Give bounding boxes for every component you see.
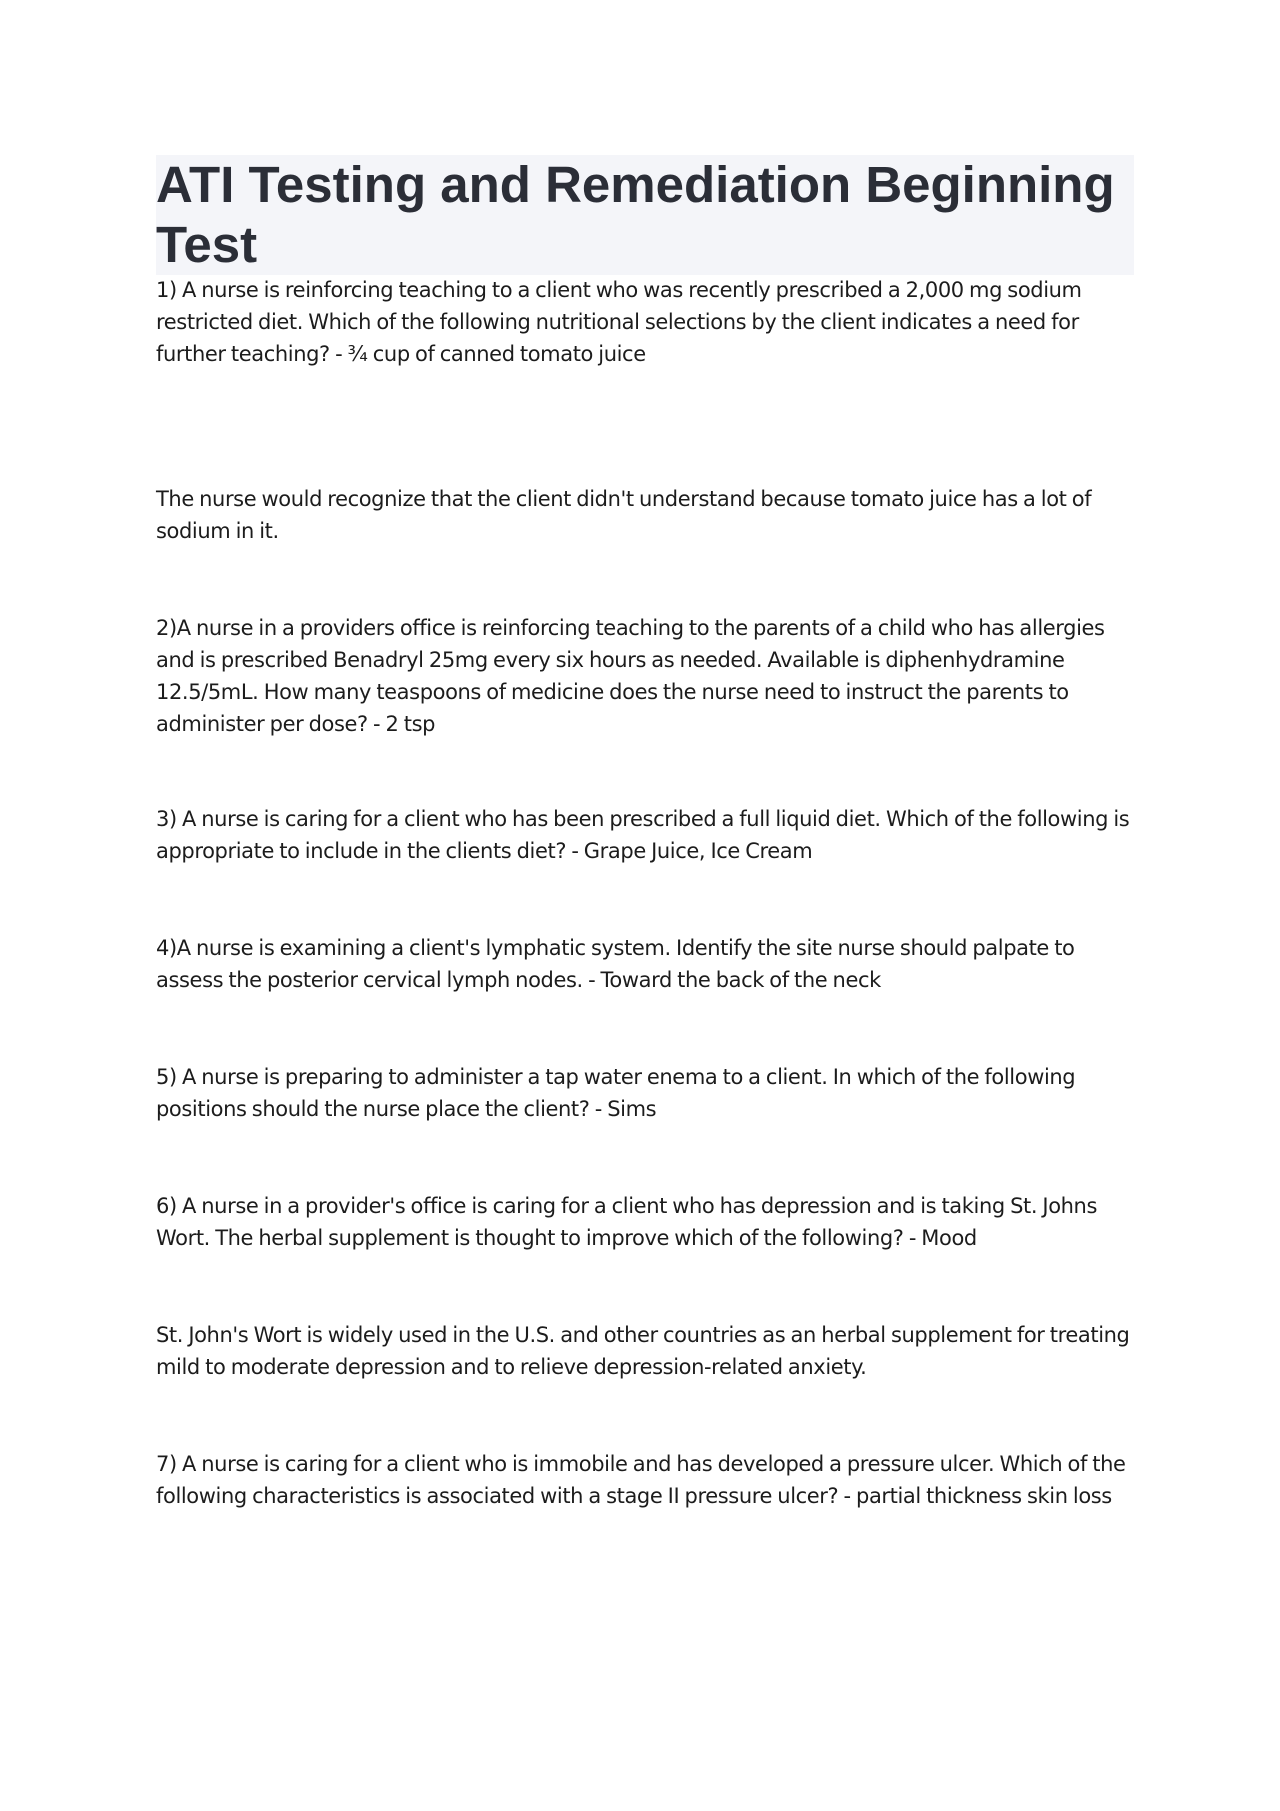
paragraph-question-1: 1) A nurse is reinforcing teaching to a client who was recently prescribed a 2,000 mg sodium restricted diet. Which of the following nutritional selections by the client indicates a need for further teaching? - ¾ cup of canned tomato juice — [156, 278, 1082, 366]
paragraph-explanation-1: The nurse would recognize that the client didn't understand because tomato juice has a lot of sodium in it. — [156, 487, 1092, 543]
paragraph-question-2: 2)A nurse in a providers office is reinforcing teaching to the parents of a child who has allergies and is prescribed Benadryl 25mg every six hours as needed. Available is diphenhydramine 12.5/5mL. How many teaspoons of medicine does the nurse need to instruct the parents to administer per dose? - 2 tsp — [156, 616, 1105, 736]
paragraph-question-3: 3) A nurse is caring for a client who has been prescribed a full liquid diet. Which of the following is appropriate to include in the clients diet? - Grape Juice, Ice Cream — [156, 807, 1130, 863]
paragraph-question-6: 6) A nurse in a provider's office is caring for a client who has depression and is taking St. Johns Wort. The herbal supplement is thought to improve which of the following? - Mood — [156, 1194, 1098, 1250]
paragraph-question-4: 4)A nurse is examining a client's lymphatic system. Identify the site nurse should palpate to assess the posterior cervical lymph nodes. - Toward the back of the neck — [156, 936, 1075, 992]
paragraph-question-7: 7) A nurse is caring for a client who is immobile and has developed a pressure ulcer. Which of the following characteristics is associated with a stage II pressure ulcer? - partial thickness skin loss — [156, 1452, 1126, 1508]
title-block — [156, 155, 1134, 275]
paragraph-question-5: 5) A nurse is preparing to administer a tap water enema to a client. In which of the following positions should the nurse place the client? - Sims — [156, 1065, 1076, 1121]
paragraph-explanation-6: St. John's Wort is widely used in the U.S. and other countries as an herbal supplement for treating mild to moderate depression and to relieve depression-related anxiety. — [156, 1323, 1130, 1379]
document-title: ATI Testing and Remediation Beginning Test — [156, 156, 1115, 273]
